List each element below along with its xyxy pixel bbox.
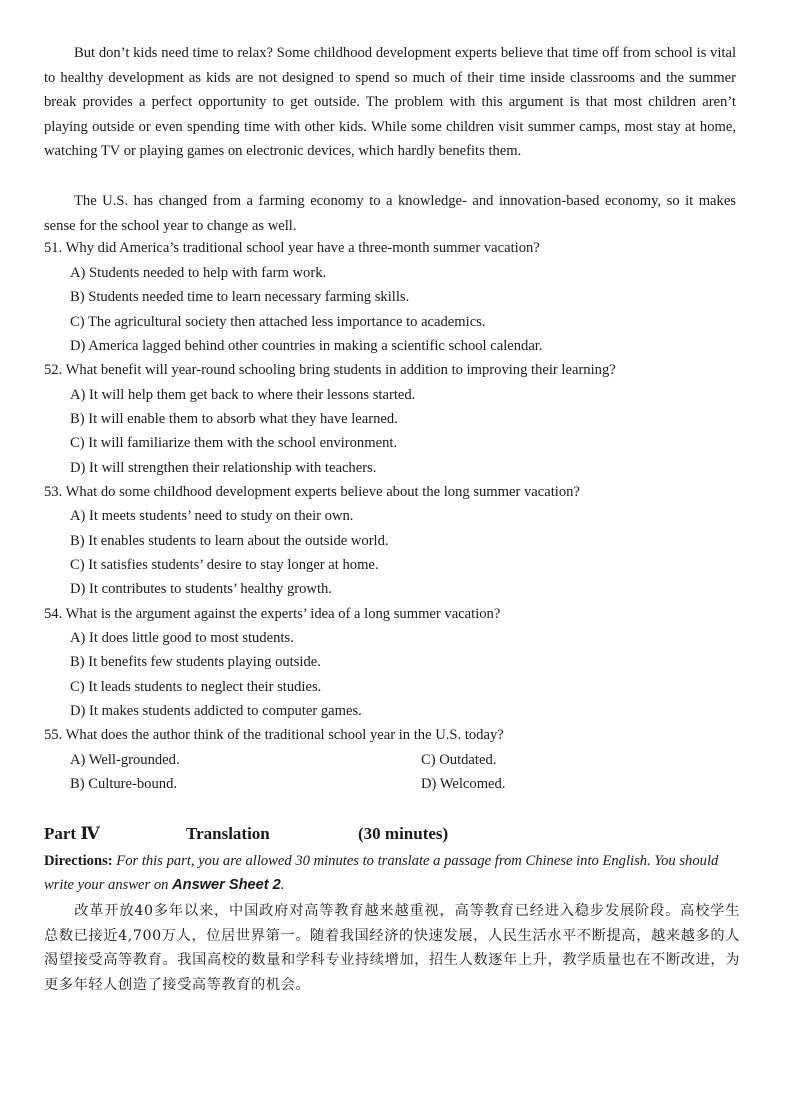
question-54-stem: 54. What is the argument against the experts’ idea of a long summer vacation? [44,606,501,622]
question-53-option-d: D) It contributes to students’ healthy growth. [70,581,332,597]
question-52-option-c: C) It will familiarize them with the school environment. [70,435,398,451]
directions [44,849,744,897]
section-title: Translation [186,824,270,843]
question-52-option-d: D) It will strengthen their relationship with teachers. [70,460,377,476]
question-51-option-d: D) America lagged behind other countries in making a scientific school calendar. [70,338,543,354]
question-53-stem: 53. What do some childhood development experts believe about the long summer vacation? [44,484,580,500]
part-label: Part Ⅳ [44,824,100,843]
question-52-option-b: B) It will enable them to absorb what they have learned. [70,411,398,427]
question-51-option-a: A) Students needed to help with farm work. [70,265,327,281]
question-55-option-d: D) Welcomed. [421,776,506,792]
directions-period: . [280,877,285,893]
question-51-option-b: B) Students needed time to learn necessary farming skills. [70,289,410,305]
question-55-option-c: C) Outdated. [421,752,497,768]
question-53-option-b: B) It enables students to learn about the outside world. [70,533,389,549]
question-51-option-c: C) The agricultural society then attached less importance to academics. [70,314,486,330]
chinese-passage: 改革开放40多年以来，中国政府对高等教育越来越重视，高等教育已经进入稳步发展阶段。高校学生总数已接近4,700万人，位居世界第一。随着我国经济的快速发展，人民生活水平不断提高，越来越多的人渴望接受高等教育。我国高校的数量和学科专业持续增加，招生人数逐年上升，教学质量也在不断改进，为更多年轻人创造了接受高等教育的机会。 [44,903,740,993]
question-54-option-a: A) It does little good to most students. [70,630,294,646]
directions-text: For this part, you are allowed 30 minutes to translate a passage from Chinese into English. You should write your answer on [44,853,719,893]
section-duration: (30 minutes) [358,824,449,843]
passage-paragraph-1: But don’t kids need time to relax? Some childhood development experts believe that time off from school is vital to healthy development as kids are not designed to spend so much of their time inside classrooms and the summer break provides a perfect opportunity to get outside. The problem with this argument is that most children aren’t playing outside or even spending time with other kids. While some children visit summer camps, most stay at home, watching TV or playing games on electronic devices, which hardly benefits them. [44,45,736,159]
question-55-option-b: B) Culture-bound. [70,776,178,792]
question-55-stem: 55. What does the author think of the traditional school year in the U.S. today? [44,727,504,743]
answer-sheet-reference: Answer Sheet 2 [172,877,281,893]
question-54-option-d: D) It makes students addicted to computer games. [70,703,362,719]
directions-label: Directions: [44,853,113,869]
question-55-option-a: A) Well-grounded. [70,752,180,768]
question-53-option-c: C) It satisfies students’ desire to stay longer at home. [70,557,379,573]
passage-paragraph-2: The U.S. has changed from a farming economy to a knowledge- and innovation-based economy, so it makes sense for the school year to change as well. [44,193,736,234]
question-51-stem: 51. Why did America’s traditional school year have a three-month summer vacation? [44,240,540,256]
question-52-option-a: A) It will help them get back to where their lessons started. [70,387,416,403]
question-54-option-b: B) It benefits few students playing outside. [70,654,321,670]
question-54-option-c: C) It leads students to neglect their studies. [70,679,322,695]
question-53-option-a: A) It meets students’ need to study on their own. [70,508,354,524]
question-52-stem: 52. What benefit will year-round schooling bring students in addition to improving their learning? [44,362,616,378]
